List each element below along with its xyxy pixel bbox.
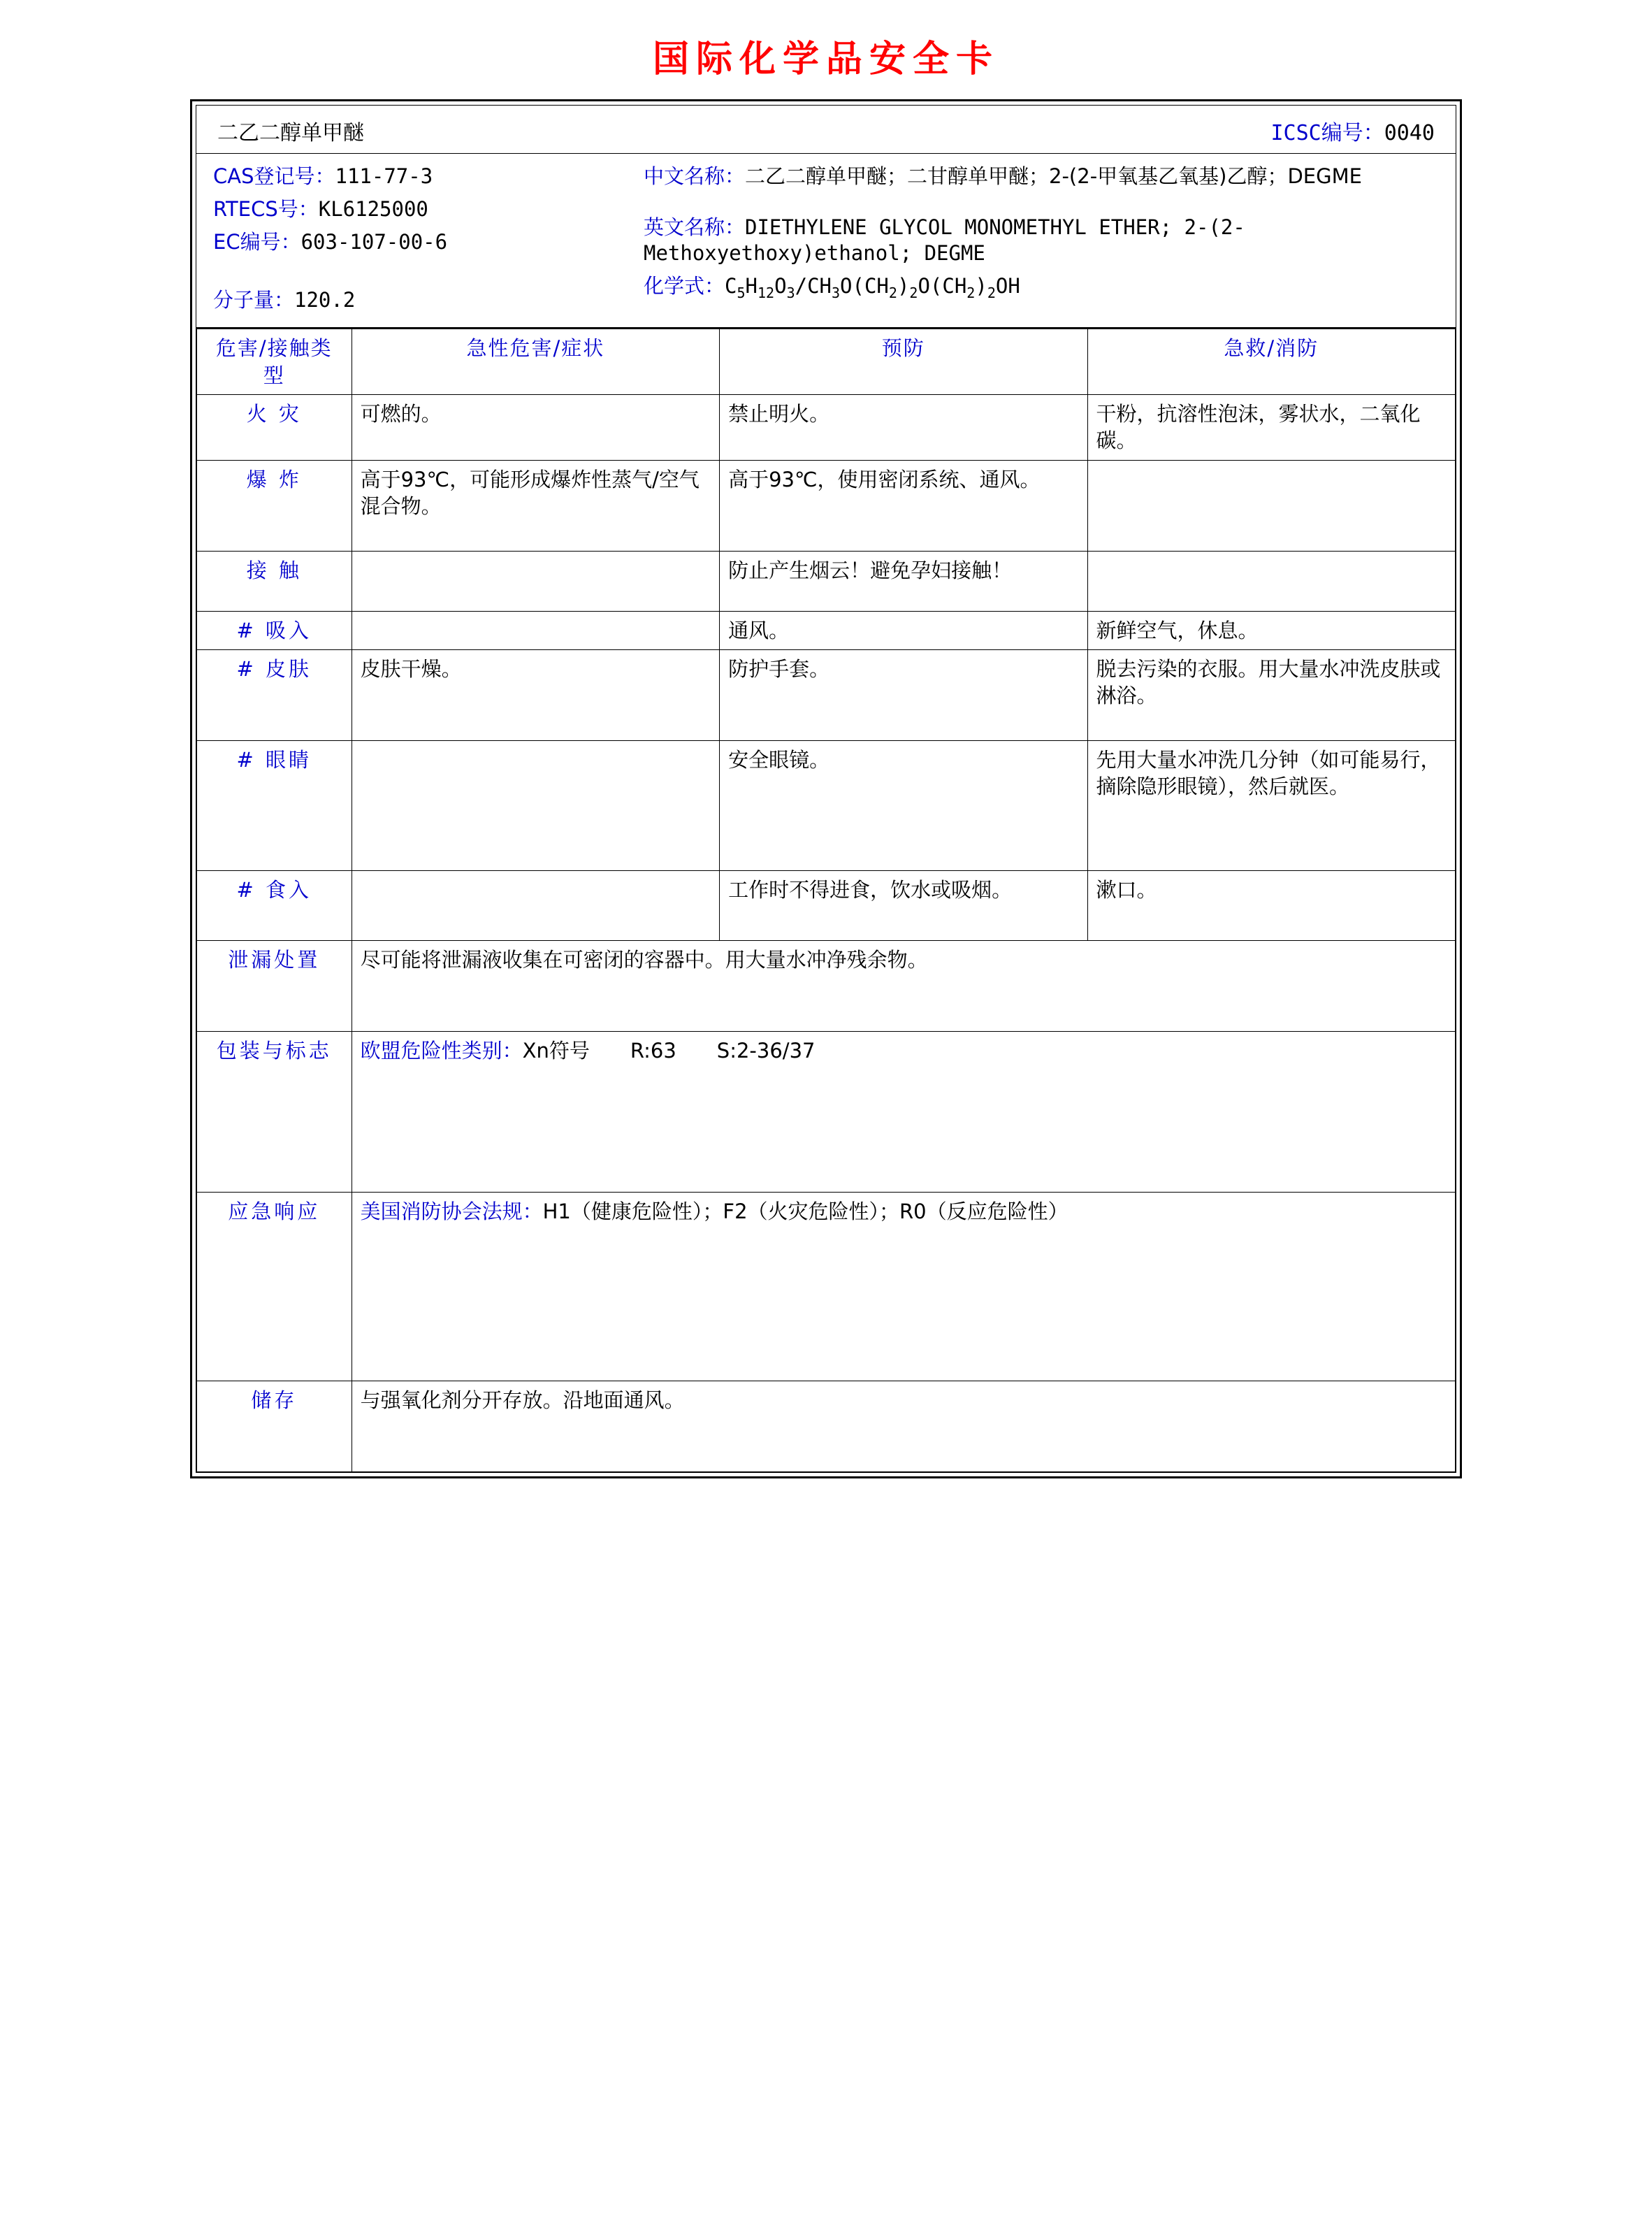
formula-row: [644, 273, 1439, 302]
icsc-label: ICSC编号：: [1270, 121, 1384, 145]
section-label: 欧盟危险性类别：: [360, 1038, 523, 1063]
safety-card: [190, 99, 1462, 1478]
row-firstaid: 干粉，抗溶性泡沫，雾状水，二氧化碳。: [1087, 394, 1455, 460]
formula-label: 化学式：: [644, 274, 725, 298]
section-text: H1（健康危险性）；F2（火灾危险性）；R0（反应危险性）: [542, 1199, 1068, 1223]
table-row: [197, 394, 1456, 460]
en-name-label: 英文名称：: [644, 215, 746, 240]
rtecs-value: KL6125000: [318, 197, 428, 222]
rtecs-label: RTECS号：: [213, 197, 319, 222]
row-prevention: 安全眼镜。: [720, 740, 1087, 870]
section-category: 储存: [197, 1381, 352, 1471]
page-title: 国际化学品安全卡: [652, 38, 999, 80]
section-text: 与强氧化剂分开存放。沿地面通风。: [352, 1381, 1455, 1471]
rtecs-row: [213, 196, 644, 222]
identifier-left: [196, 154, 644, 327]
substance-name: 二乙二醇单甲醚: [217, 121, 364, 145]
icsc-number-block: [1271, 106, 1456, 153]
col-header-category: 危害/接触类型: [197, 329, 352, 395]
row-hazards: 可燃的。: [352, 394, 719, 460]
col-header-prevention: 预防: [720, 329, 1087, 395]
safety-card-inner: [196, 105, 1456, 1473]
row-category: # 吸入: [197, 611, 352, 649]
section-row-emergency: [197, 1192, 1456, 1381]
table-row: [197, 649, 1456, 740]
ec-value: 603-107-00-6: [300, 230, 448, 254]
row-prevention: 防护手套。: [720, 649, 1087, 740]
mw-value: 120.2: [294, 288, 356, 312]
identifier-right: [644, 154, 1456, 327]
cas-label: CAS登记号：: [213, 164, 335, 188]
en-name-value: DIETHYLENE GLYCOL MONOMETHYL ETHER; 2-(2-Methoxyethoxy)ethanol; DEGME: [644, 215, 1245, 266]
section-text-block: [352, 1031, 1455, 1192]
row-firstaid: 脱去污染的衣服。用大量水冲洗皮肤或淋浴。: [1087, 649, 1455, 740]
section-row-spill: [197, 940, 1456, 1031]
icsc-number: 0040: [1384, 121, 1435, 145]
mw-label: 分子量：: [213, 288, 295, 312]
row-hazards: [352, 870, 719, 940]
row-firstaid: 漱口。: [1087, 870, 1455, 940]
card-header: [196, 106, 1456, 154]
section-category: 泄漏处置: [197, 940, 352, 1031]
row-hazards: 皮肤干燥。: [352, 649, 719, 740]
mw-row: [213, 287, 644, 313]
section-label: 美国消防协会法规：: [360, 1199, 543, 1223]
row-prevention: 通风。: [720, 611, 1087, 649]
row-category: # 眼睛: [197, 740, 352, 870]
row-firstaid: 先用大量水冲洗几分钟（如可能易行，摘除隐形眼镜），然后就医。: [1087, 740, 1455, 870]
hazard-table: [196, 329, 1456, 1471]
row-category: 接 触: [197, 551, 352, 611]
row-hazards: [352, 740, 719, 870]
table-row: [197, 611, 1456, 649]
section-category: 包装与标志: [197, 1031, 352, 1192]
row-hazards: [352, 611, 719, 649]
cn-name-row: [644, 164, 1439, 189]
row-prevention: 高于93℃，使用密闭系统、通风。: [720, 460, 1087, 551]
row-prevention: 工作时不得进食，饮水或吸烟。: [720, 870, 1087, 940]
row-category: # 皮肤: [197, 649, 352, 740]
row-firstaid: 新鲜空气，休息。: [1087, 611, 1455, 649]
section-text-block: [352, 1192, 1455, 1381]
row-prevention: 防止产生烟云！避免孕妇接触！: [720, 551, 1087, 611]
table-row: [197, 551, 1456, 611]
section-text: Xn符号 R:63 S:2-36/37: [522, 1038, 816, 1063]
section-row-packaging: [197, 1031, 1456, 1192]
ec-label: EC编号：: [213, 230, 301, 254]
cn-name-label: 中文名称：: [644, 164, 746, 188]
table-header-row: [197, 329, 1456, 395]
formula-value: $C_5H_{12}O_3/CH_3O(CH_2)_2O(CH_2)_2OH$: [725, 274, 1020, 302]
cn-name-value: 二乙二醇单甲醚；二甘醇单甲醚；2-(2-甲氧基乙氧基)乙醇；DEGME: [745, 164, 1362, 188]
section-row-storage: [197, 1381, 1456, 1471]
en-name-row: [644, 215, 1439, 266]
cas-row: [213, 164, 644, 189]
row-category: # 食入: [197, 870, 352, 940]
row-hazards: 高于93℃，可能形成爆炸性蒸气/空气混合物。: [352, 460, 719, 551]
col-header-hazards: 急性危害/症状: [352, 329, 719, 395]
row-firstaid: [1087, 551, 1455, 611]
section-text: 尽可能将泄漏液收集在可密闭的容器中。用大量水冲净残余物。: [352, 940, 1455, 1031]
cas-value: 111-77-3: [335, 164, 433, 188]
row-category: 火 灾: [197, 394, 352, 460]
row-firstaid: [1087, 460, 1455, 551]
table-row: [197, 460, 1456, 551]
table-row: [197, 870, 1456, 940]
row-prevention: 禁止明火。: [720, 394, 1087, 460]
col-header-firstaid: 急救/消防: [1087, 329, 1455, 395]
table-row: [197, 740, 1456, 870]
row-hazards: [352, 551, 719, 611]
identifier-block: [196, 154, 1456, 329]
ec-row: [213, 229, 644, 255]
section-category: 应急响应: [197, 1192, 352, 1381]
row-category: 爆 炸: [197, 460, 352, 551]
